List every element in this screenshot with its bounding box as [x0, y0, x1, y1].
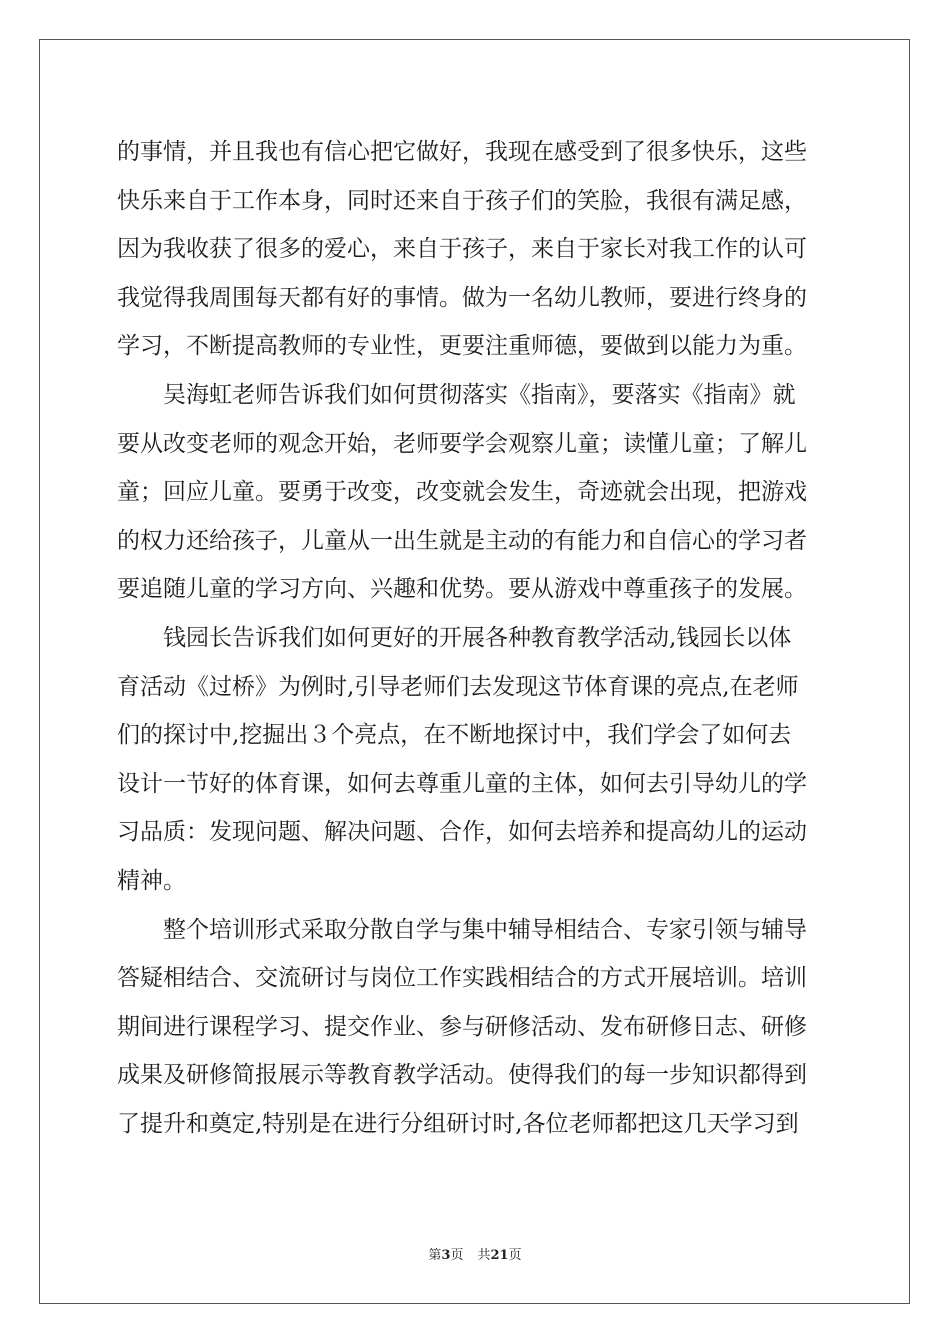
page-footer [0, 1244, 950, 1263]
total-suffix: 页 [508, 1248, 522, 1263]
text-line: 习品质：发现问题、解决问题、合作，如何去培养和提高幼儿的运动 [117, 819, 807, 846]
total-prefix: 共 [477, 1248, 491, 1263]
text-line: 成果及研修简报展示等教育教学活动。使得我们的每一步知识都得到 [117, 1062, 807, 1089]
text-line: 精神。 [117, 867, 186, 894]
text-line: 期间进行课程学习、提交作业、参与研修活动、发布研修日志、研修 [117, 1013, 807, 1040]
text-line: 童；回应儿童。要勇于改变，改变就会发生，奇迹就会出现，把游戏 [117, 479, 807, 506]
text-line: 答疑相结合、交流研讨与岗位工作实践相结合的方式开展培训。培训 [117, 965, 807, 992]
document-body [117, 128, 837, 1148]
total-pages: 21 [490, 1248, 509, 1263]
text-line: 了提升和奠定,特别是在进行分组研讨时,各位老师都把这几天学习到 [117, 1110, 799, 1137]
text-line: 钱园长告诉我们如何更好的开展各种教育教学活动,钱园长以体 [117, 624, 792, 651]
text-line: 因为我收获了很多的爱心，来自于孩子，来自于家长对我工作的认可 [117, 236, 807, 263]
text-line: 的事情，并且我也有信心把它做好，我现在感受到了很多快乐，这些 [117, 139, 807, 165]
text-line: 快乐来自于工作本身，同时还来自于孩子们的笑脸，我很有满足感， [117, 187, 807, 214]
text-line: 要从改变老师的观念开始，老师要学会观察儿童；读懂儿童；了解儿 [117, 430, 807, 457]
text-line: 设计一节好的体育课，如何去尊重儿童的主体，如何去引导幼儿的学 [117, 770, 807, 797]
page-prefix: 第 [428, 1248, 442, 1263]
page-suffix: 页 [450, 1248, 464, 1263]
text-line: 我觉得我周围每天都有好的事情。做为一名幼儿教师，要进行终身的 [117, 284, 807, 311]
text-line: 学习，不断提高教师的专业性，更要注重师德，要做到以能力为重。 [117, 333, 807, 360]
page-number: 3 [441, 1248, 451, 1263]
text-line: 吴海虹老师告诉我们如何贯彻落实《指南》，要落实《指南》就 [117, 381, 796, 408]
text-line: 要追随儿童的学习方向、兴趣和优势。要从游戏中尊重孩子的发展。 [117, 576, 807, 603]
text-line: 整个培训形式采取分散自学与集中辅导相结合、专家引领与辅导 [117, 916, 807, 943]
text-line: 的权力还给孩子，儿童从一出生就是主动的有能力和自信心的学习者 [117, 527, 807, 554]
text-line: 们的探讨中,挖掘出３个亮点，在不断地探讨中，我们学会了如何去 [117, 722, 792, 749]
text-line: 育活动《过桥》为例时,引导老师们去发现这节体育课的亮点,在老师 [117, 673, 799, 700]
